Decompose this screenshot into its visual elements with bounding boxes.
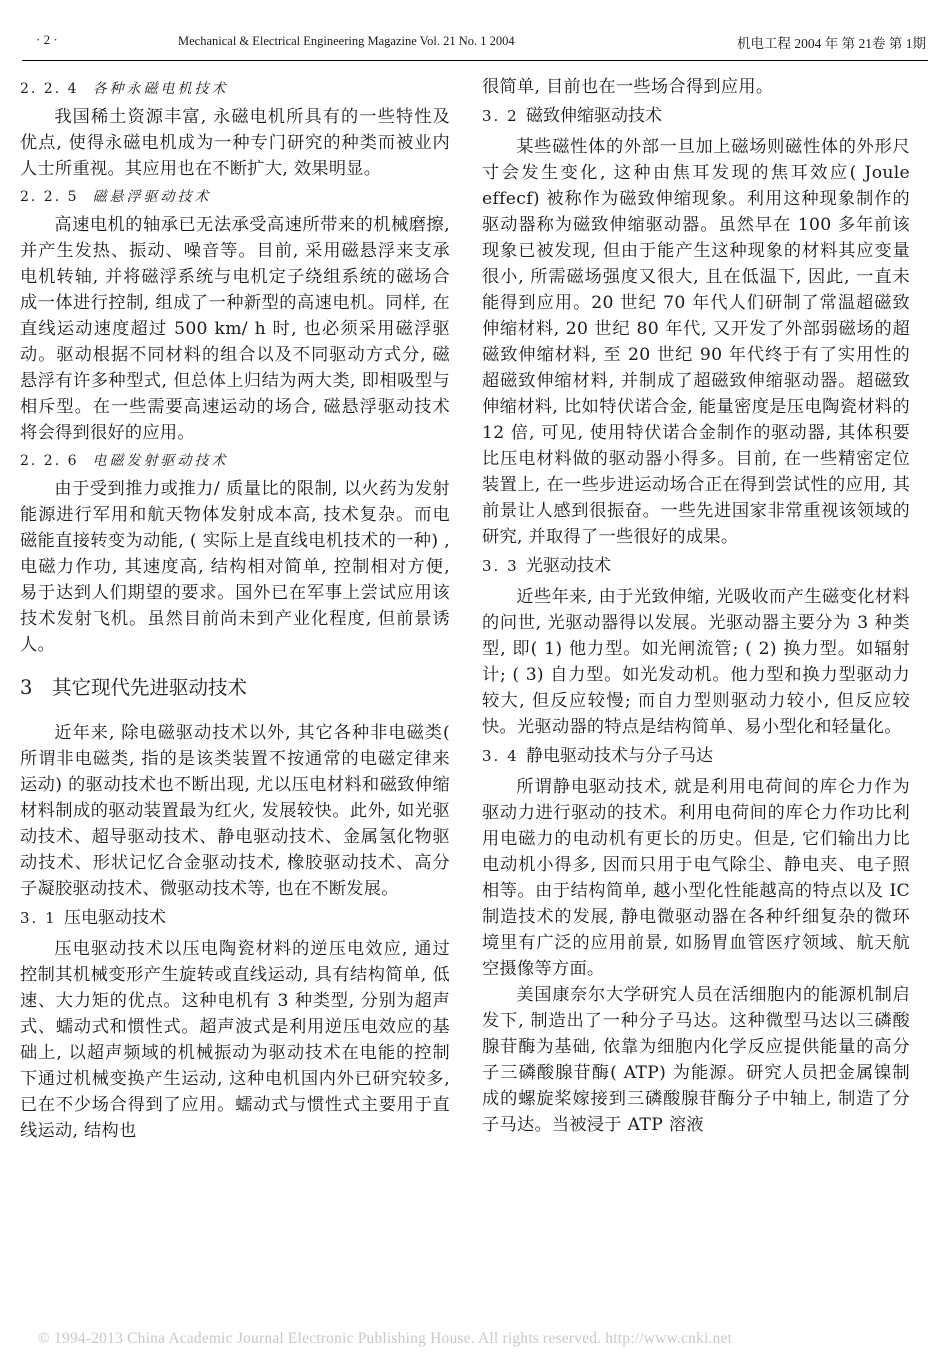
section-number: 2. 2. 4 <box>20 81 79 97</box>
paragraph: 美国康奈尔大学研究人员在活细胞内的能源机制启发下, 制造出了一种分子马达。这种微型马达以三磷酸腺苷酶为基础, 依靠为细胞内化学反应提供能量的高分子三磷酸腺苷酶( ATP) 为能源。研究人员把金属镍制成的螺旋桨嫁接到三磷酸腺苷酶分子中轴上, 制造了分子马达。当被浸于 ATP 溶液 <box>482 985 910 1135</box>
section-number: 3. 3 <box>482 557 519 575</box>
right-column <box>482 74 910 1138</box>
paragraph: 我国稀土资源丰富, 永磁电机所具有的一些特性及优点, 使得永磁电机成为一种专门研究的种类而被业内人士所重视。其应用也在不断扩大, 效果明显。 <box>20 107 450 179</box>
section-number: 3. 4 <box>482 747 519 765</box>
paragraph: 近年来, 除电磁驱动技术以外, 其它各种非电磁类( 所谓非电磁类, 指的是该类装置不按通常的电磁定律来运动) 的驱动技术也不断出现, 尤以压电材料和磁致伸缩材料制成的驱动装置最为红火, 发展较快。此外, 如光驱动技术、超导驱动技术、静电驱动技术、金属氢化物驱动技术、形状记忆合金驱动技术, 橡胶驱动技术、高分子凝胶驱动技术、微驱动技术等, 也在不断发展。 <box>20 723 450 899</box>
section-heading-3-1 <box>20 904 450 932</box>
copyright-watermark: © 1994-2013 China Academic Journal Electronic Publishing House. All rights reserved. http://www.cnki.net <box>38 1330 733 1347</box>
section-heading-2-2-6 <box>20 448 450 474</box>
section-number: 2. 2. 5 <box>20 189 79 205</box>
page-number: · 2 · <box>36 32 58 47</box>
section-title: 压电驱动技术 <box>64 908 166 928</box>
section-title: 静电驱动技术与分子马达 <box>526 746 713 766</box>
section-heading-3 <box>20 674 450 702</box>
section-heading-2-2-4 <box>20 76 450 102</box>
paragraph: 近些年来, 由于光致伸缩, 光吸收而产生磁变化材料的问世, 光驱动器得以发展。光驱动器主要分为 3 种类型, 即( 1) 他力型。如光闸流管; ( 2) 换力型。如辐射计; ( 3) 自力型。如光发动机。他力型和换力型驱动力较大, 但反应较慢; 而自力型则驱动力较小, 但反应较快。光驱动器的特点是结构简单、易小型化和轻量化。 <box>482 587 910 737</box>
paragraph: 高速电机的轴承已无法承受高速所带来的机械磨擦, 并产生发热、振动、噪音等。目前, 采用磁悬浮来支承电机转轴, 并将磁浮系统与电机定子绕组系统的磁场合成一体进行控制, 组成了一种新型的高速电机。同样, 在直线运动速度超过 500 km/ h 时, 也必须采用磁浮驱动。驱动根据不同材料的组合以及不同驱动方式分, 磁悬浮有许多种型式, 但总体上归结为两大类, 即相吸型与相斥型。在一些需要高速运动的场合, 磁悬浮驱动技术将会得到很好的应用。 <box>20 215 450 443</box>
section-number: 3 <box>20 676 33 699</box>
section-number: 3. 1 <box>20 909 57 927</box>
paragraph: 某些磁性体的外部一旦加上磁场则磁性体的外形尺寸会发生变化, 这种由焦耳发现的焦耳效应( Joule effecf) 被称作为磁致伸缩现象。利用这种现象制作的驱动器称为磁致伸缩驱动器。虽然早在 100 多年前该现象已被发现, 但由于能产生这种现象的材料其应变量很小, 所需磁场强度又很大, 且在低温下, 因此, 一直未能得到应用。20 世纪 70 年代人们研制了常温超磁致伸缩材料, 20 世纪 80 年代, 又开发了外部弱磁场的超磁致伸缩材料, 至 20 世纪 90 年代终于有了实用性的超磁致伸缩材料, 并制成了超磁致伸缩驱动器。超磁致伸缩材料, 比如特伏诺合金, 能量密度是压电陶瓷材料的 12 倍, 可见, 使用特伏诺合金制作的驱动器, 其体积要比压电材料做的驱动器小得多。目前, 在一些精密定位装置上, 在一些步进运动场合正在得到尝试性的应用, 其前景让人感到很振奋。一些先进国家非常重视该领域的研究, 并取得了一些很好的成果。 <box>482 137 910 547</box>
left-column <box>20 74 450 1144</box>
section-number: 2. 2. 6 <box>20 453 79 469</box>
running-header <box>22 28 928 61</box>
paragraph: 压电驱动技术以压电陶瓷材料的逆压电效应, 通过控制其机械变形产生旋转或直线运动, 具有结构简单, 低速、大力矩的优点。这种电机有 3 种类型, 分别为超声式、蠕动式和惯性式。超声波式是利用逆压电效应的基础上, 以超声频域的机械振动为驱动技术在电能的控制下通过机械变换产生运动, 这种电机国内外已研究较多, 已在不少场合得到了应用。蠕动式与惯性式主要用于直线运动, 结构也 <box>20 939 450 1141</box>
section-heading-3-3 <box>482 552 910 580</box>
journal-name-en: Mechanical & Electrical Engineering Magazine Vol. 21 No. 1 2004 <box>178 34 515 48</box>
section-heading-3-4 <box>482 742 910 770</box>
section-title: 各种永磁电机技术 <box>92 81 229 97</box>
paragraph-continued: 很简单, 目前也在一些场合得到应用。 <box>482 77 774 97</box>
section-heading-3-2 <box>482 102 910 130</box>
section-title: 其它现代先进驱动技术 <box>52 676 248 699</box>
section-title: 磁悬浮驱动技术 <box>92 189 212 205</box>
journal-name-cn: 机电工程 2004 年 第 21卷 第 1期 <box>737 36 926 51</box>
section-title: 电磁发射驱动技术 <box>92 453 229 469</box>
section-number: 3. 2 <box>482 107 519 125</box>
section-title: 光驱动技术 <box>526 556 611 576</box>
section-title: 磁致伸缩驱动技术 <box>526 106 662 126</box>
paragraph: 由于受到推力或推力/ 质量比的限制, 以火药为发射能源进行军用和航天物体发射成本高, 技术复杂。而电磁能直接转变为动能, ( 实际上是直线电机技术的一种) , 电磁力作功, 其速度高, 结构相对简单, 控制相对方便, 易于达到人们期望的要求。国外已在军事上尝试应用该技术发射飞机。虽然目前尚未到产业化程度, 但前景诱人。 <box>20 479 450 655</box>
section-heading-2-2-5 <box>20 184 450 210</box>
paragraph: 所谓静电驱动技术, 就是利用电荷间的库仑力作为驱动力进行驱动的技术。利用电荷间的库仑力作功比利用电磁力的电动机有更长的历史。但是, 它们输出力比电动机小得多, 因而只用于电气除尘、静电夹、电子照相等。由于结构简单, 越小型化性能越高的特点以及 IC 制造技术的发展, 静电微驱动器在各种纤细复杂的微环境里有广泛的应用前景, 如肠胃血管医疗领域、航天航空摄像等方面。 <box>482 777 910 979</box>
